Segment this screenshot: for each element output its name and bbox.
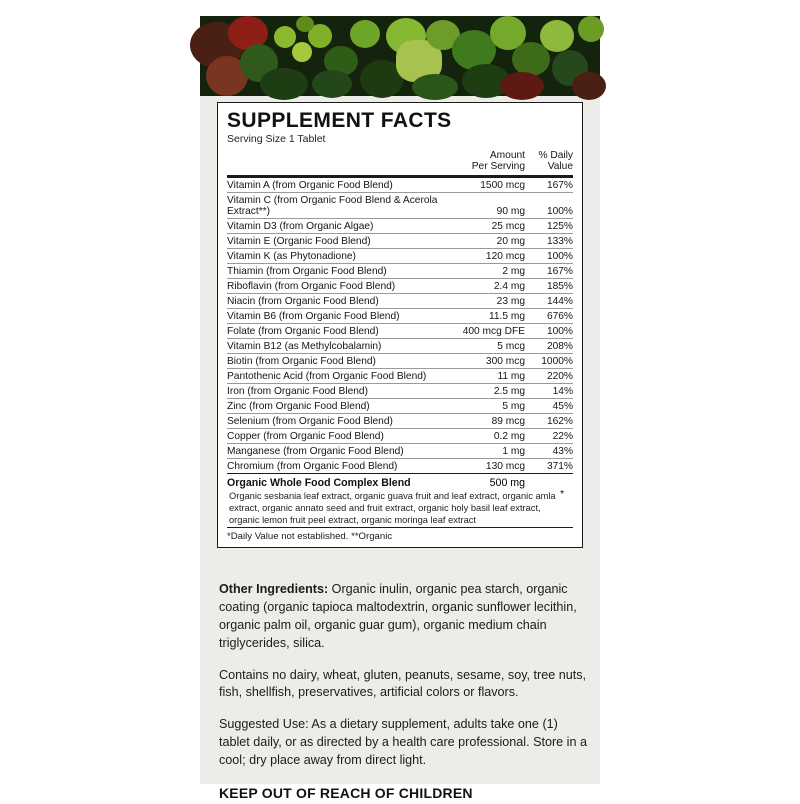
nutrient-amount: 23 mg bbox=[496, 295, 525, 307]
nutrient-daily-value: 167% bbox=[546, 265, 573, 277]
nutrient-amount: 2.5 mg bbox=[493, 385, 525, 397]
proprietary-blend-block bbox=[227, 477, 573, 527]
nutrient-daily-value: 144% bbox=[546, 295, 573, 307]
nutrient-name: Vitamin B6 (from Organic Food Blend) bbox=[227, 310, 400, 322]
nutrient-amount: 11 mg bbox=[497, 370, 525, 382]
produce-item bbox=[350, 20, 380, 48]
daily-value-footnote: *Daily Value not established. **Organic bbox=[227, 530, 393, 542]
nutrient-amount: 90 mg bbox=[496, 205, 525, 217]
nutrient-row bbox=[227, 339, 573, 354]
nutrient-daily-value: 1000% bbox=[541, 355, 573, 367]
header-dv-line2: Value bbox=[547, 161, 573, 173]
nutrient-row bbox=[227, 279, 573, 294]
header-amount-line1: Amount bbox=[489, 149, 525, 161]
nutrient-amount: 11.5 mg bbox=[488, 310, 525, 322]
nutrient-daily-value: 100% bbox=[546, 205, 573, 217]
nutrient-name: Iron (from Organic Food Blend) bbox=[227, 385, 368, 397]
supplement-facts-table bbox=[227, 148, 573, 474]
nutrient-daily-value: 45% bbox=[552, 400, 573, 412]
nutrient-amount: 5 mg bbox=[502, 400, 525, 412]
nutrient-row bbox=[227, 249, 573, 264]
header-blank bbox=[227, 148, 447, 175]
header-dv-line1: % Daily bbox=[538, 149, 573, 161]
nutrient-row bbox=[227, 309, 573, 324]
blend-name: Organic Whole Food Complex Blend bbox=[227, 477, 411, 490]
keep-out-of-reach-warning: KEEP OUT OF REACH OF CHILDREN bbox=[219, 784, 473, 801]
nutrient-amount: 120 mcg bbox=[485, 250, 525, 262]
nutrient-amount: 2 mg bbox=[502, 265, 525, 277]
produce-item bbox=[260, 68, 308, 100]
other-ingredients-text: Organic inulin, organic pea starch, organic coating (organic tapioca maltodextrin, organic sunflower lecithin, organic palm oil, organic guar gum), organic medium chain triglycerides, silica. bbox=[219, 582, 577, 650]
nutrient-daily-value: 167% bbox=[546, 179, 573, 191]
nutrient-row bbox=[227, 294, 573, 309]
nutrient-name: Folate (from Organic Food Blend) bbox=[227, 325, 379, 337]
header-amount bbox=[447, 148, 531, 175]
nutrient-name: Biotin (from Organic Food Blend) bbox=[227, 355, 376, 367]
nutrient-amount: 130 mcg bbox=[485, 460, 525, 472]
nutrient-name: Pantothenic Acid (from Organic Food Blend) bbox=[227, 370, 427, 382]
nutrient-amount: 1 mg bbox=[502, 445, 525, 457]
nutrient-name: Vitamin C (from Organic Food Blend & Acerola Extract**) bbox=[227, 194, 438, 217]
nutrient-daily-value: 133% bbox=[546, 235, 573, 247]
nutrient-amount: 20 mg bbox=[496, 235, 525, 247]
nutrient-name: Riboflavin (from Organic Food Blend) bbox=[227, 280, 396, 292]
nutrient-name: Vitamin K (as Phytonadione) bbox=[227, 250, 356, 262]
label-lower-text bbox=[219, 581, 587, 804]
allergen-statement: Contains no dairy, wheat, gluten, peanuts, sesame, soy, tree nuts, fish, shellfish, preservatives, artificial colors or flavors. bbox=[219, 667, 587, 700]
produce-item bbox=[296, 16, 314, 32]
nutrient-daily-value: 162% bbox=[546, 415, 573, 427]
blend-description: Organic sesbania leaf extract, organic guava fruit and leaf extract, organic amla extract, organic annato seed and fruit extract, organic holy basil leaf extract, organic lemon fruit peel extract, organic moringa leaf extract bbox=[229, 491, 556, 525]
nutrient-daily-value: 43% bbox=[552, 445, 573, 457]
nutrient-name: Manganese (from Organic Food Blend) bbox=[227, 445, 404, 457]
produce-item bbox=[572, 72, 606, 100]
nutrient-name: Zinc (from Organic Food Blend) bbox=[227, 400, 370, 412]
produce-item bbox=[312, 70, 352, 98]
nutrient-amount: 1500 mcg bbox=[480, 179, 525, 191]
produce-item bbox=[500, 72, 544, 100]
nutrient-row bbox=[227, 369, 573, 384]
supplement-facts-box bbox=[217, 102, 583, 548]
nutrient-name: Vitamin B12 (as Methylcobalamin) bbox=[227, 340, 382, 352]
nutrient-name: Copper (from Organic Food Blend) bbox=[227, 430, 384, 442]
serving-size: Serving Size 1 Tablet bbox=[227, 133, 326, 146]
nutrient-row bbox=[227, 177, 573, 193]
nutrient-daily-value: 14% bbox=[552, 385, 573, 397]
nutrient-row bbox=[227, 354, 573, 369]
nutrient-daily-value: 100% bbox=[546, 250, 573, 262]
nutrient-row bbox=[227, 193, 573, 219]
nutrient-name: Niacin (from Organic Food Blend) bbox=[227, 295, 379, 307]
nutrient-name: Selenium (from Organic Food Blend) bbox=[227, 415, 393, 427]
supplement-facts-title: SUPPLEMENT FACTS bbox=[227, 109, 452, 132]
nutrient-daily-value: 676% bbox=[546, 310, 573, 322]
nutrient-row bbox=[227, 444, 573, 459]
produce-item bbox=[540, 20, 574, 52]
other-ingredients-paragraph bbox=[219, 581, 587, 653]
nutrient-daily-value: 208% bbox=[546, 340, 573, 352]
nutrient-name: Chromium (from Organic Food Blend) bbox=[227, 460, 398, 472]
nutrient-amount: 300 mcg bbox=[485, 355, 525, 367]
blend-amount: 500 mg bbox=[489, 477, 525, 490]
nutrient-daily-value: 220% bbox=[546, 370, 573, 382]
produce-photo-band bbox=[200, 16, 600, 96]
nutrient-daily-value: 185% bbox=[546, 280, 573, 292]
nutrient-row bbox=[227, 324, 573, 339]
row-separator bbox=[227, 473, 573, 474]
nutrient-daily-value: 125% bbox=[546, 220, 573, 232]
nutrient-name: Thiamin (from Organic Food Blend) bbox=[227, 265, 387, 277]
nutrient-amount: 89 mcg bbox=[491, 415, 525, 427]
nutrient-amount: 2.4 mg bbox=[493, 280, 525, 292]
nutrient-row bbox=[227, 234, 573, 249]
nutrient-row bbox=[227, 384, 573, 399]
produce-item bbox=[412, 74, 458, 100]
header-amount-line2: Per Serving bbox=[471, 161, 525, 173]
suggested-use: Suggested Use: As a dietary supplement, adults take one (1) tablet daily, or as directed by a health care professional. Store in a cool; dry place away from direct light. bbox=[219, 717, 587, 767]
nutrient-amount: 0.2 mg bbox=[493, 430, 525, 442]
nutrient-row bbox=[227, 399, 573, 414]
produce-item bbox=[292, 42, 312, 62]
nutrient-name: Vitamin A (from Organic Food Blend) bbox=[227, 179, 393, 191]
produce-item bbox=[578, 16, 604, 42]
table-header-row bbox=[227, 148, 573, 175]
nutrient-row bbox=[227, 459, 573, 474]
nutrient-row bbox=[227, 264, 573, 279]
nutrient-name: Vitamin D3 (from Organic Algae) bbox=[227, 220, 374, 232]
blend-daily-value: * bbox=[560, 489, 564, 501]
nutrient-name: Vitamin E (Organic Food Blend) bbox=[227, 235, 371, 247]
nutrient-amount: 400 mcg DFE bbox=[462, 325, 525, 337]
nutrient-amount: 5 mcg bbox=[497, 340, 525, 352]
header-daily-value bbox=[531, 148, 573, 175]
nutrient-daily-value: 371% bbox=[546, 460, 573, 472]
nutrient-amount: 25 mcg bbox=[491, 220, 525, 232]
supplement-label-panel bbox=[200, 16, 600, 801]
nutrient-daily-value: 100% bbox=[546, 325, 573, 337]
nutrient-rows bbox=[227, 177, 573, 474]
nutrient-row bbox=[227, 414, 573, 429]
produce-item bbox=[274, 26, 296, 48]
other-ingredients-label: Other Ingredients: bbox=[219, 582, 329, 596]
nutrient-daily-value: 22% bbox=[552, 430, 573, 442]
nutrient-row bbox=[227, 219, 573, 234]
nutrient-row bbox=[227, 429, 573, 444]
